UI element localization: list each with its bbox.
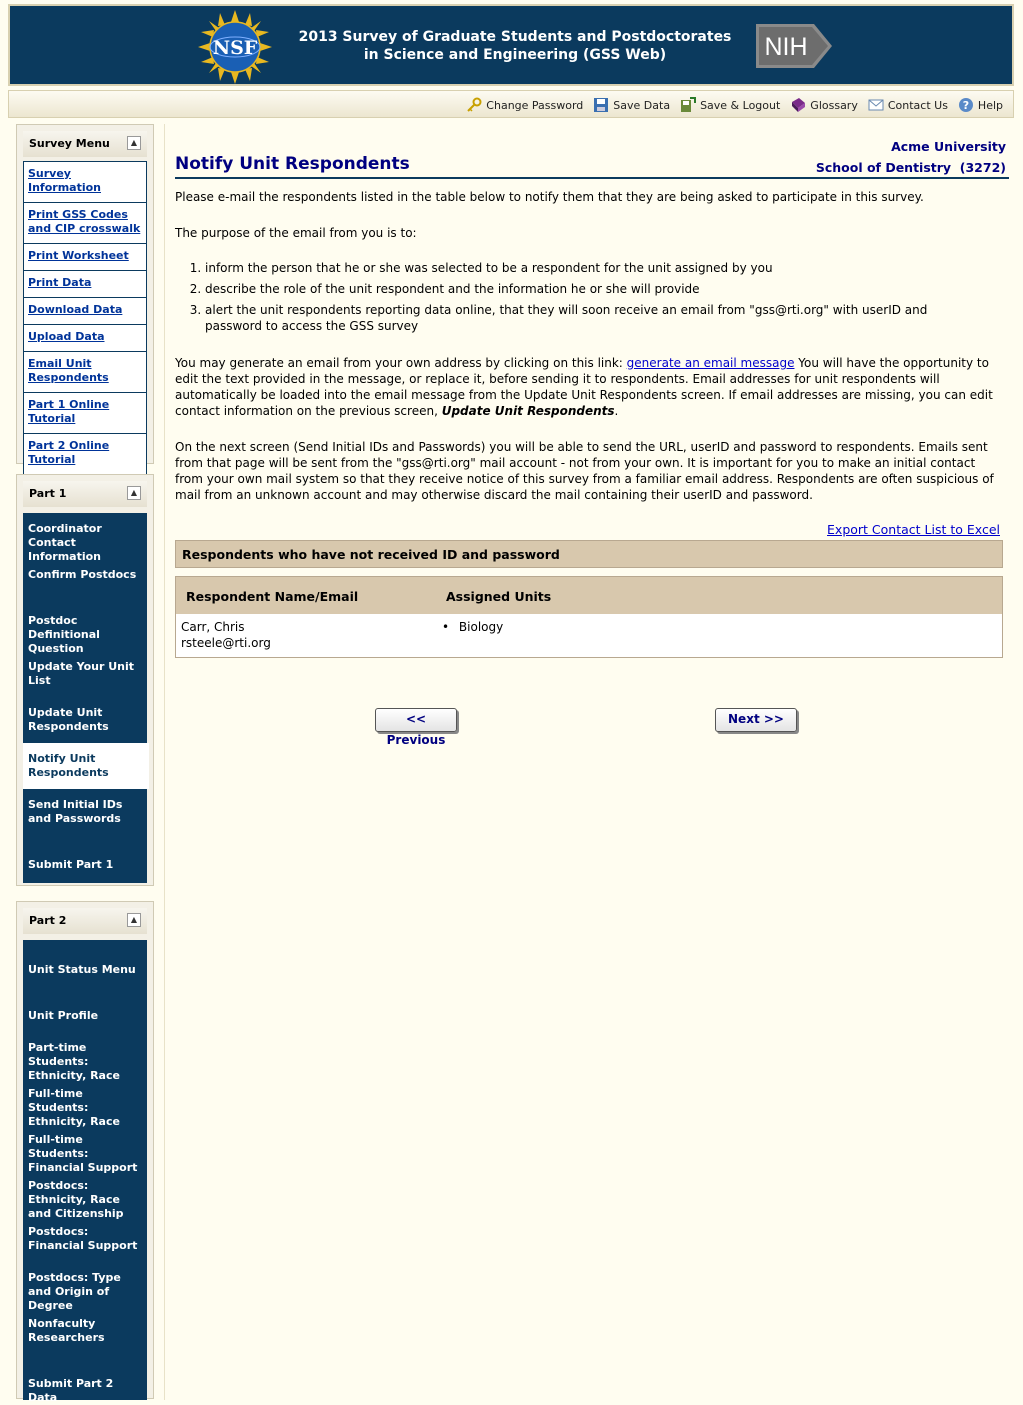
nav-postdocs-ethnicity[interactable]: Postdocs: Ethnicity, Race and Citizenship <box>28 1179 124 1220</box>
col-respondent-name: Respondent Name/Email <box>186 589 359 604</box>
purpose-item: 1. inform the person that he or she was selected to be a respondent for the unit assigned by you <box>205 260 965 276</box>
title-divider <box>175 177 1009 179</box>
nav-nonfaculty-researchers[interactable]: Nonfaculty Researchers <box>28 1317 105 1344</box>
collapse-part1-button[interactable]: ▲ <box>127 486 141 500</box>
envelope-icon <box>868 97 884 113</box>
respondents-table <box>175 576 1003 658</box>
menu-survey-information[interactable]: Survey Information <box>24 162 146 203</box>
part1-panel <box>16 474 154 886</box>
nav-unit-profile[interactable]: Unit Profile <box>28 1009 99 1022</box>
nav-fulltime-students-financial[interactable]: Full-time Students: Financial Support <box>28 1133 138 1174</box>
purpose-item: 2. describe the role of the unit respondent and the information he or she will provide <box>205 281 965 297</box>
assigned-unit: Biology <box>458 620 504 634</box>
part2-header <box>23 908 147 934</box>
nih-logo <box>756 20 836 72</box>
part1-nav <box>23 513 147 883</box>
nav-notify-unit-respondents[interactable]: Notify Unit Respondents <box>23 743 149 789</box>
nav-parttime-students-ethnicity[interactable]: Part-time Students: Ethnicity, Race <box>28 1041 120 1082</box>
part2-panel <box>16 901 154 1404</box>
next-button[interactable]: Next >> <box>715 708 797 732</box>
purpose-item: 3. alert the unit respondents reporting data online, that they will soon receive an email from "gss@rti.org" with userID and password to access the GSS survey <box>205 302 965 334</box>
collapse-survey-menu-button[interactable]: ▲ <box>127 136 141 150</box>
survey-menu-panel <box>16 124 154 464</box>
change-password-label: Change Password <box>486 98 584 112</box>
organization-info <box>816 136 1006 178</box>
table-row <box>176 614 1002 657</box>
help-button[interactable] <box>958 97 1003 113</box>
contact-us-label: Contact Us <box>887 98 948 112</box>
menu-print-worksheet[interactable]: Print Worksheet <box>24 244 146 271</box>
menu-upload-data[interactable]: Upload Data <box>24 325 146 352</box>
purpose-list <box>175 260 965 339</box>
export-contact-list-link[interactable]: Export Contact List to Excel <box>827 522 1000 537</box>
nsf-logo <box>198 10 272 84</box>
nav-send-initial-ids[interactable]: Send Initial IDs and Passwords <box>28 798 123 825</box>
nav-fulltime-students-ethnicity[interactable]: Full-time Students: Ethnicity, Race <box>28 1087 120 1128</box>
header-banner <box>8 4 1014 86</box>
change-password-button[interactable] <box>466 97 583 113</box>
purpose-lead: The purpose of the email from you is to: <box>175 226 417 240</box>
glossary-button[interactable] <box>790 97 858 113</box>
survey-menu-title: Survey Menu <box>29 137 110 150</box>
nav-postdoc-definitional[interactable]: Postdoc Definitional Question <box>28 614 100 655</box>
survey-menu-header <box>23 131 147 157</box>
generate-text-pre: You may generate an email from your own address by clicking on this link: <box>175 356 627 370</box>
survey-title <box>290 28 740 64</box>
menu-print-data[interactable]: Print Data <box>24 271 146 298</box>
survey-title-line1: 2013 Survey of Graduate Students and Postdoctorates <box>298 29 732 45</box>
generate-email-link[interactable]: generate an email message <box>626 356 795 370</box>
save-logout-label: Save & Logout <box>700 98 781 112</box>
school-name: School of Dentistry (3272) <box>815 160 1006 175</box>
save-data-button[interactable] <box>593 97 670 113</box>
svg-text:?: ? <box>962 99 970 112</box>
nav-confirm-postdocs[interactable]: Confirm Postdocs <box>28 568 137 581</box>
svg-text:NSF: NSF <box>212 37 258 59</box>
nav-update-unit-respondents[interactable]: Update Unit Respondents <box>28 706 109 733</box>
floppy-disk-icon <box>593 97 609 113</box>
collapse-part2-button[interactable]: ▲ <box>127 913 141 927</box>
glossary-label: Glossary <box>810 98 858 112</box>
intro-text: Please e-mail the respondents listed in the table below to notify them that they are being asked to participate in this survey. <box>175 190 924 204</box>
nav-submit-part1[interactable]: Submit Part 1 <box>28 858 114 871</box>
nav-submit-part2[interactable]: Submit Part 2 Data <box>28 1377 114 1404</box>
table-header-row <box>176 577 1002 614</box>
nav-coordinator-contact[interactable]: Coordinator Contact Information <box>28 522 102 563</box>
part1-title: Part 1 <box>29 487 67 500</box>
save-exit-icon <box>680 97 696 113</box>
respondent-name: Carr, Chris <box>181 620 245 634</box>
col-assigned-units: Assigned Units <box>446 589 552 604</box>
part2-title: Part 2 <box>29 914 67 927</box>
svg-text:NIH: NIH <box>764 33 808 61</box>
institution-name: Acme University <box>891 139 1006 154</box>
main-content <box>164 124 1014 1400</box>
key-icon <box>466 97 482 113</box>
generate-text-end: . <box>614 404 619 418</box>
nav-update-unit-list[interactable]: Update Your Unit List <box>28 660 135 687</box>
menu-part2-tutorial[interactable]: Part 2 Online Tutorial <box>24 434 146 475</box>
toolbar <box>8 90 1014 118</box>
generate-email-paragraph <box>175 355 995 419</box>
page-title: Notify Unit Respondents <box>175 154 410 174</box>
contact-us-button[interactable] <box>868 97 948 113</box>
next-screen-paragraph: On the next screen (Send Initial IDs and Passwords) you will be able to send the URL, userID and password to respondents. Emails sent from that page will be sent from the "gss@rti.org" mail account - not from your own. It is important for you to make an initial contact from your own mail system so that they receive notice of this survey from a familiar email address. Respondents are often suspicious of mail from an unknown account and may otherwise discard the mail containing their userID and password. <box>175 440 994 502</box>
save-logout-button[interactable] <box>680 97 780 113</box>
generate-text-post: You will have the opportunity to edit the text provided in the message, or replace it, before sending it to respondents. Email addresses for unit respondents will automatically be loaded into the email message from the Update Unit Respondents screen. If email addresses are missing, you can edit contact information on the previous screen, <box>175 356 993 418</box>
nav-unit-status-menu[interactable]: Unit Status Menu <box>28 963 136 976</box>
bullet-icon: • <box>442 620 450 634</box>
previous-button[interactable]: << Previous <box>375 708 457 732</box>
part1-header <box>23 481 147 507</box>
menu-part1-tutorial[interactable]: Part 1 Online Tutorial <box>24 393 146 434</box>
respondents-section-header: Respondents who have not received ID and password <box>175 540 1003 568</box>
update-unit-respondents-emphasis: Update Unit Respondents <box>441 404 615 418</box>
survey-title-line2: in Science and Engineering (GSS Web) <box>363 47 667 63</box>
respondent-email: rsteele@rti.org <box>181 636 271 650</box>
help-icon <box>958 97 974 113</box>
help-label: Help <box>977 98 1003 112</box>
menu-email-unit-respondents[interactable]: Email Unit Respondents <box>24 352 146 393</box>
book-icon <box>790 97 806 113</box>
save-data-label: Save Data <box>613 98 671 112</box>
survey-menu-list <box>23 161 147 475</box>
menu-print-gss-codes[interactable]: Print GSS Codes and CIP crosswalk <box>24 203 146 244</box>
nav-postdocs-financial[interactable]: Postdocs: Financial Support <box>28 1225 138 1252</box>
menu-download-data[interactable]: Download Data <box>24 298 146 325</box>
nav-postdocs-degree[interactable]: Postdocs: Type and Origin of Degree <box>28 1271 121 1312</box>
part2-nav <box>23 940 147 1404</box>
